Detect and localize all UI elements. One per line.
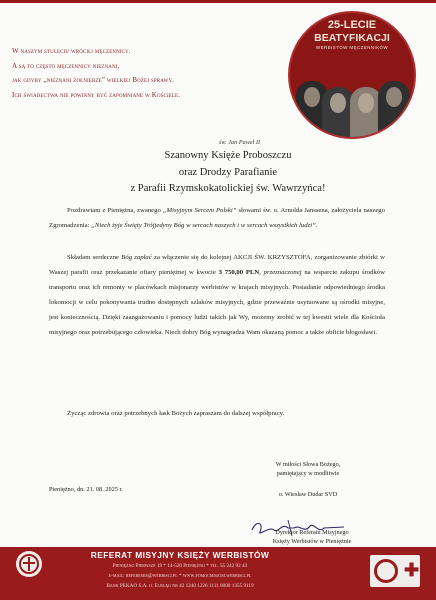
thanks-paragraph — [49, 250, 385, 340]
text-italic: „Misyjnym Sercem Polski” — [162, 207, 237, 214]
closing-paragraph: Życząc zdrowia oraz potrzebnych łask Bożych zapraszam do dalszej współpracy. — [67, 410, 285, 417]
text: słowami św. o. Arnolda Janssena, założyciela naszego Zgromadzenia: — [49, 207, 385, 229]
quote-attribution: św. Jan Paweł II — [219, 140, 261, 146]
signer-title-1: Dyrektor Referatu Misyjnego — [275, 529, 349, 536]
text: , — [259, 269, 264, 276]
text: Składam serdeczne — [67, 254, 122, 261]
footer — [0, 547, 436, 600]
text: za włączenie się do kolejnej AKCJI ŚW. KRZYSZTOFA, zorganizowanie zbiórki w Waszej parafii oraz przekazanie ofiary pieniężnej w kwocie — [49, 254, 385, 276]
badge-line-2: BEATYFIKACJI — [314, 32, 390, 44]
greeting-paragraph — [49, 203, 385, 233]
badge-line-3: WERBISTÓW MĘCZENNIKÓW — [315, 45, 389, 50]
quote-line-2: A są to często męczennicy nieznani, — [12, 61, 120, 70]
letter-date: Pieniężno, dn. 21. 08. 2025 r. — [49, 486, 123, 493]
quote-line-4: Ich świadectwa nie powinny być zapomniane w Kościele. — [12, 90, 181, 99]
footer-contact: e-mail: referemis@werbisci.pl * www.pomocmisjom.werbisci.pl — [108, 573, 252, 579]
text: . — [315, 222, 318, 229]
badge-line-1: 25-LECIE — [327, 19, 377, 31]
top-border — [0, 0, 436, 3]
footer-title: REFERAT MISYJNY KSIĘŻY WERBISTÓW — [90, 550, 270, 560]
text: na wsparcie zakupu środków transportu oraz ich remonty w placówkach misjonarzy werbistów w krajach misyjnych. Posiadanie odpowiedniego środka lokomocji w celu pokonywania trudno dostępnych szlaków misyjnych, gdzie przewaźnie usytuowane są ośrodki misyjne, jest koniecznością. Dzięki zaangażowaniu i pomocy ludzi takich jak Wy, możemy zrobić w tej kwestii wiele dla Kościoła misyjnego oraz potrzebującego człowieka. Niech dobry Bóg wynagradza Wam okazaną pomoc a także obficie błogosławi. — [49, 269, 385, 336]
closing-line-1: W miłości Słowa Bożego, — [275, 461, 341, 468]
footer-address: Pieniężno Pierwsze 19 * 14-520 Pieniężno * tel. 55 242 92 43 — [112, 563, 248, 569]
salutation-line-2: oraz Drodzy Parafianie — [178, 166, 278, 178]
quote-line-3: jak gdyby „nieznani żołnierze” wielkiej Bożej sprawy. — [12, 76, 174, 84]
mission-logo-icon: ✚ — [370, 555, 420, 587]
text-italic: przeznaczonej — [263, 269, 302, 276]
anniversary-badge — [288, 11, 416, 139]
signer-name: o. Wiesław Dudar SVD — [278, 491, 338, 498]
footer-bank: Bank PEKAO S.A. o. Elbląg nr 42 1240 1226 1111 0000 1355 9119 — [106, 583, 254, 589]
closing-formula — [238, 460, 378, 478]
svd-logo-icon — [16, 551, 42, 577]
donation-amount: 3 750,00 PLN — [218, 269, 260, 276]
text: Pozdrawiam z Pieniężna, zwanego — [67, 207, 163, 214]
salutation-line-3: z Parafii Rzymskokatolickiej św. Wawrzyńca! — [130, 183, 326, 194]
martyr-portrait — [378, 81, 410, 139]
signer-title-2: Księży Werbistów w Pieniężnie — [272, 538, 352, 545]
closing-line-2: pamiętający w modlitwie — [276, 470, 340, 477]
salutation — [78, 148, 378, 198]
badge-title — [290, 19, 414, 50]
header-quote — [12, 44, 312, 146]
signer-title-block — [232, 520, 392, 546]
quote-line-1: W naszym stuleciu wróciłi męczennicy. — [12, 47, 131, 55]
text-italic: Bóg zapłać — [121, 254, 152, 261]
text-italic: „Niech żyje Święty Trójjedyny Bóg w sercach naszych i w sercach wszystkich ludzi” — [91, 222, 316, 229]
salutation-line-1: Szanowny Księże Proboszczu — [164, 150, 292, 161]
